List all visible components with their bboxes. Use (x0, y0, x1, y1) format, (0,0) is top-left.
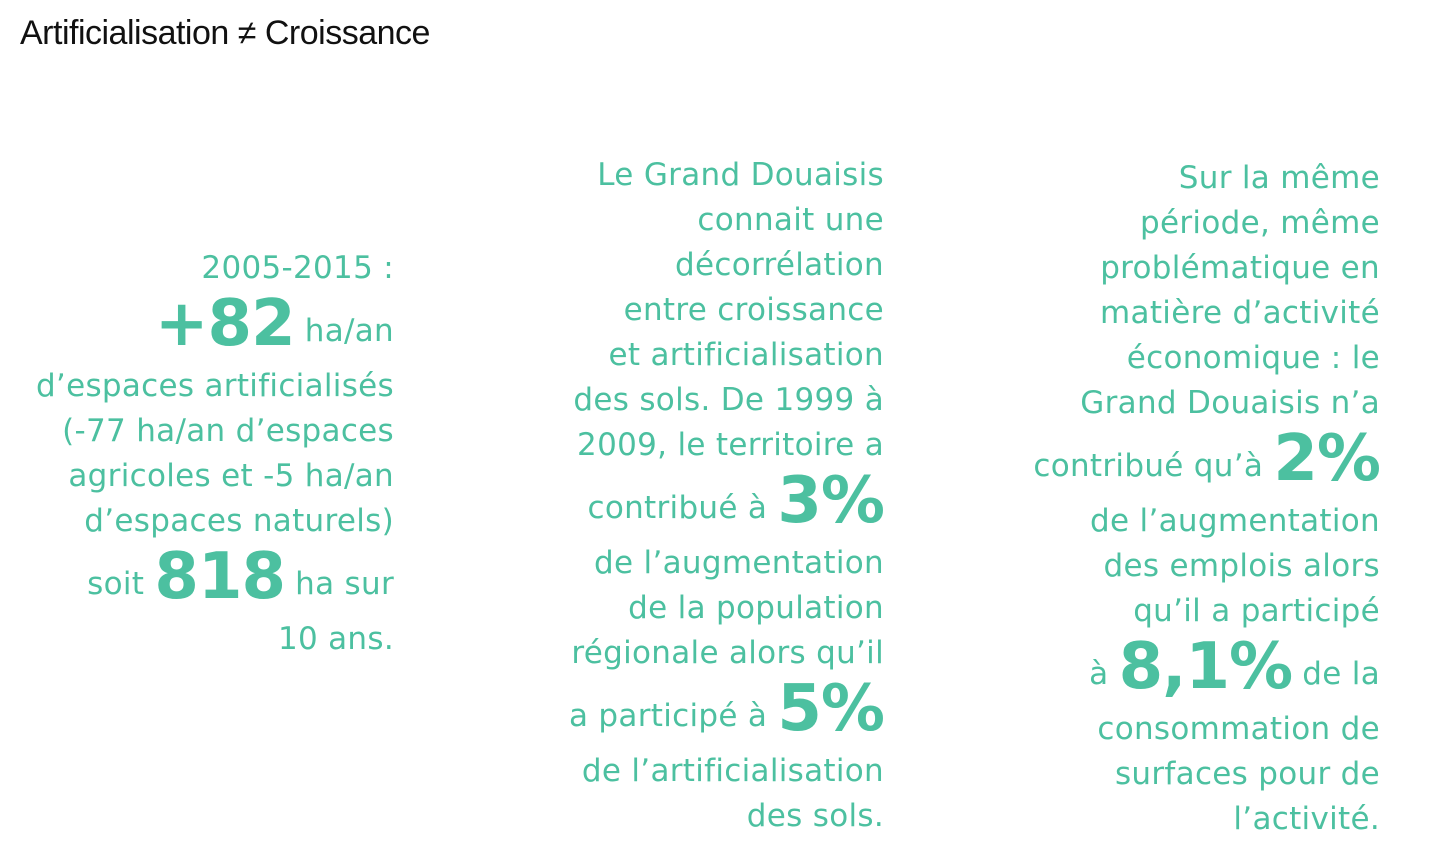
jobs-share-value: 2% (1273, 422, 1380, 496)
annual-rate-value: +82 (154, 287, 295, 361)
stat-column-population (569, 153, 884, 839)
period-label: 2005-2015 : (201, 250, 394, 286)
jobs-share-line (1033, 422, 1380, 499)
text-line: connait une (697, 202, 884, 238)
total-line (36, 540, 394, 617)
text-line: matière d’activité (1100, 295, 1380, 331)
activity-land-share-value: 8,1% (1118, 630, 1293, 704)
annual-rate-line (36, 287, 394, 364)
artificialisation-share-prefix: a participé à (568, 698, 768, 734)
activity-land-share-prefix: à (1089, 656, 1109, 692)
total-prefix: soit (87, 566, 145, 602)
population-share-prefix: contribué à (587, 490, 768, 526)
text-line: des sols. De 1999 à (573, 382, 884, 418)
text-line: problématique en (1100, 250, 1380, 286)
population-share-value: 3% (777, 464, 884, 538)
text-line: Grand Douaisis n’a (1080, 385, 1380, 421)
text-line: de l’artificialisation (581, 753, 884, 789)
text-line: l’activité. (1233, 801, 1380, 837)
text-line: et artificialisation (608, 337, 884, 373)
text-line: de l’augmentation (594, 545, 884, 581)
total-value: 818 (154, 540, 285, 614)
text-line: surfaces pour de (1114, 756, 1380, 792)
text-line: consommation de (1097, 711, 1380, 747)
text-line: régionale alors qu’il (571, 635, 884, 671)
activity-land-share-line (1033, 630, 1380, 707)
text-line: qu’il a participé (1133, 593, 1380, 629)
annual-rate-unit: ha/an (304, 313, 394, 349)
text-line: d’espaces artificialisés (35, 368, 394, 404)
text-line: (-77 ha/an d’espaces (62, 413, 394, 449)
text-line: de la population (628, 590, 884, 626)
text-line: des emplois alors (1103, 548, 1380, 584)
artificialisation-share-value: 5% (777, 672, 884, 746)
text-line: 2009, le territoire a (577, 427, 884, 463)
population-share-line (569, 464, 884, 541)
page-title: Artificialisation ≠ Croissance (20, 14, 430, 52)
text-line: économique : le (1126, 340, 1380, 376)
jobs-share-prefix: contribué qu’à (1033, 448, 1264, 484)
stat-column-economy (1033, 156, 1380, 842)
total-suffix: ha sur (295, 566, 394, 602)
text-line: décorrélation (675, 247, 884, 283)
text-line: entre croissance (623, 292, 884, 328)
text-line: agricoles et -5 ha/an (68, 458, 394, 494)
artificialisation-share-line (568, 672, 884, 749)
text-line: période, même (1140, 205, 1380, 241)
activity-land-share-suffix: de la (1302, 656, 1380, 692)
text-line: Le Grand Douaisis (597, 157, 884, 193)
text-line: des sols. (746, 798, 884, 834)
stat-column-land-consumption (36, 246, 394, 662)
text-line: 10 ans. (277, 621, 394, 657)
text-line: Sur la même (1178, 160, 1380, 196)
text-line: d’espaces naturels) (84, 503, 394, 539)
text-line: de l’augmentation (1090, 503, 1380, 539)
